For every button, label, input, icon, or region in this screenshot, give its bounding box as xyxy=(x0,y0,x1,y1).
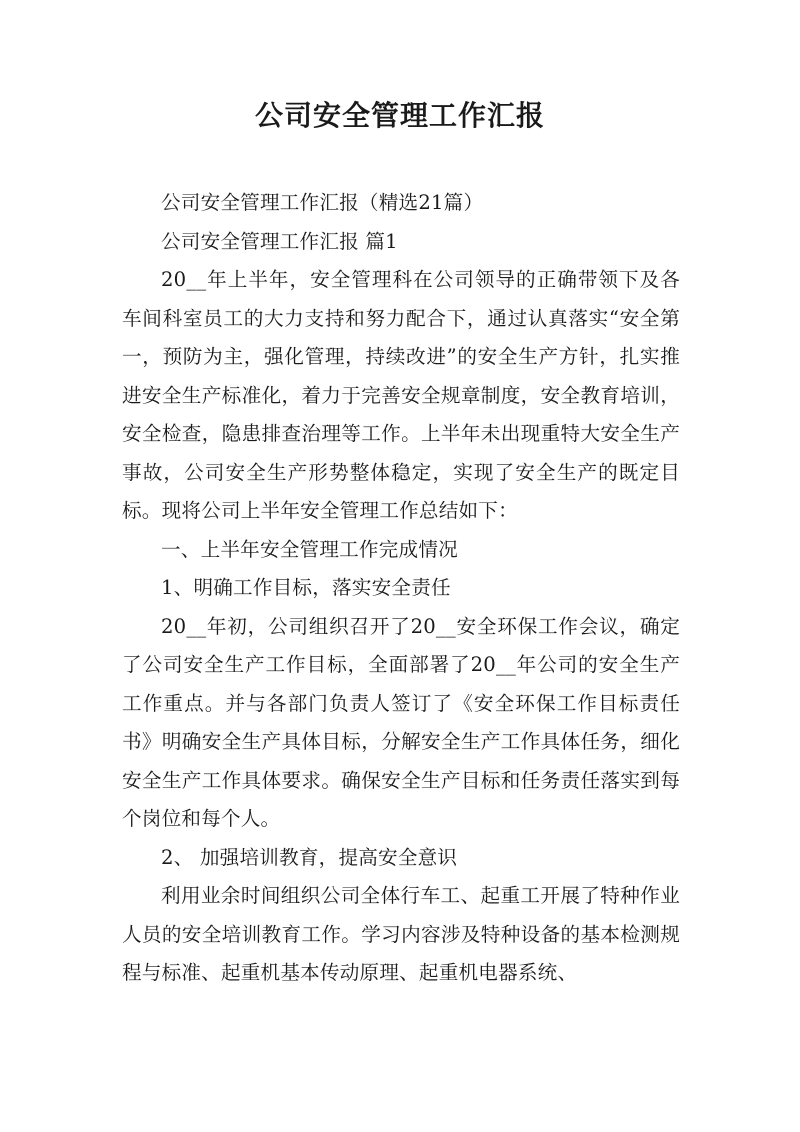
body-paragraph: 利用业余时间组织公司全体行车工、起重工开展了特种作业人员的安全培训教育工作。学习内容涉及特种设备的基本检测规程与标准、起重机基本传动原理、起重机电器系统、 xyxy=(122,884,680,984)
document-body xyxy=(122,184,680,993)
subsection-heading: 1、明确工作目标，落实安全责任 xyxy=(161,576,451,599)
subsection-heading: 2、 加强培训教育，提高安全意识 xyxy=(161,845,458,869)
section-heading: 一、上半年安全管理工作完成情况 xyxy=(161,537,458,561)
document-title: 公司安全管理工作汇报 xyxy=(254,99,545,132)
intro-paragraph: 20__年上半年，安全管理科在公司领导的正确带领下及各车间科室员工的大力支持和努力配合下，通过认真落实“安全第一，预防为主，强化管理，持续改进”的安全生产方针，扎实推进安全生产标准化，着力于完善安全规章制度，安全教育培训，安全检查，隐患排查治理等工作。上半年未出现重特大安全生产事故，公司安全生产形势整体稳定，实现了安全生产的既定目标。现将公司上半年安全管理工作总结如下： xyxy=(122,268,680,522)
subtitle-paragraph: 公司安全管理工作汇报（精选21篇） xyxy=(161,191,484,214)
body-paragraph: 20__年初，公司组织召开了20__安全环保工作会议，确定了公司安全生产工作目标，全面部署了20__年公司的安全生产工作重点。并与各部门负责人签订了《安全环保工作目标责任书》明确安全生产具体目标，分解安全生产工作具体任务，细化安全生产工作具体要求。确保安全生产目标和任务责任落实到每个岗位和每个人。 xyxy=(122,614,680,830)
section-heading: 公司安全管理工作汇报 篇1 xyxy=(161,229,398,253)
